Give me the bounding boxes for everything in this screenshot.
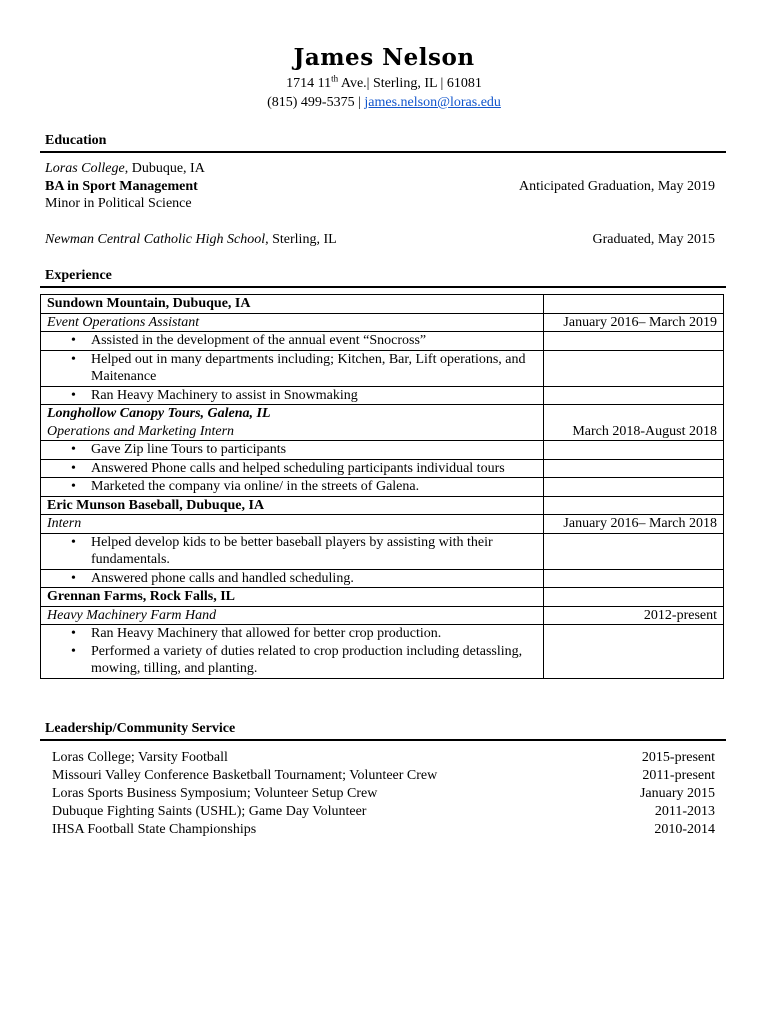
leadership-heading: Leadership/Community Service [45,721,236,736]
table-row [41,496,724,515]
employer: Longhollow Canopy Tours, Galena, IL [47,406,271,421]
college-location: , Dubuque, IA [124,161,205,176]
job-bullet: • Performed a variety of duties related to crop production including detassling, mowing, tilling, and planting. [91,643,537,678]
leadership-date: 2011-2013 [654,804,715,819]
phone-number: (815) 499-5375 | [267,95,365,110]
high-school-date: Graduated, May 2015 [592,232,715,247]
job-role: Intern [41,515,544,534]
leadership-item: Loras College; Varsity Football [52,750,228,765]
leadership-divider [40,739,726,741]
table-row [41,441,724,460]
high-school-line [45,231,337,249]
job-bullet: • Ran Heavy Machinery to assist in Snowmaking [91,387,537,405]
employer: Grennan Farms, Rock Falls, IL [41,588,544,607]
table-row [41,533,724,569]
table-row [41,295,724,314]
experience-heading: Experience [45,268,112,283]
high-school-name: Newman Central Catholic High School [45,232,266,247]
high-school-location: , Sterling, IL [265,232,337,247]
job-dates: 2012-present [544,606,724,625]
address-street: 1714 11 [286,76,332,91]
education-divider [40,151,726,153]
employer: Sundown Mountain, Dubuque, IA [41,295,544,314]
table-row [41,313,724,332]
college-line [45,160,205,178]
experience-table [40,294,724,679]
education-heading: Education [45,133,107,148]
job-bullet: • Ran Heavy Machinery that allowed for better crop production. [91,625,537,643]
leadership-date: 2011-present [642,768,715,783]
leadership-item: Dubuque Fighting Saints (USHL); Game Day Volunteer [52,804,367,819]
table-row [41,588,724,607]
minor: Minor in Political Science [45,196,192,211]
job-heading [41,405,544,441]
job-bullet: • Gave Zip line Tours to participants [91,441,537,459]
table-row [41,625,724,679]
job-bullet: • Helped out in many departments including; Kitchen, Bar, Lift operations, and Maitenance [91,351,537,386]
job-role: Operations and Marketing Intern [47,423,235,439]
experience-divider [40,286,726,288]
table-row [41,606,724,625]
job-dates: March 2018-August 2018 [544,405,724,441]
table-row [41,332,724,351]
table-row [41,515,724,534]
degree-date: Anticipated Graduation, May 2019 [519,179,715,194]
leadership-date: 2010-2014 [654,822,715,837]
table-row [41,569,724,588]
table-row [41,459,724,478]
table-row [41,350,724,386]
job-bullet: • Answered phone calls and handled scheduling. [91,570,537,588]
address-city: Ave.| Sterling, IL | 61081 [338,76,482,91]
leadership-item: IHSA Football State Championships [52,822,257,837]
leadership-item: Missouri Valley Conference Basketball Tournament; Volunteer Crew [52,768,438,783]
job-bullet: • Marketed the company via online/ in the streets of Galena. [91,478,537,496]
job-bullet: • Answered Phone calls and helped scheduling participants individual tours [91,460,537,478]
job-bullet: • Assisted in the development of the annual event “Snocross” [91,332,537,350]
address-ordinal: th [331,73,339,84]
leadership-date: 2015-present [641,750,715,765]
table-row [41,478,724,497]
resume-name: James Nelson [293,44,475,71]
address-line [0,75,768,93]
job-dates: January 2016– March 2018 [544,515,724,534]
job-role: Event Operations Assistant [41,313,544,332]
table-row [41,405,724,441]
job-bullet: • Helped develop kids to be better baseball players by assisting with their fundamentals. [91,534,537,569]
leadership-item: Loras Sports Business Symposium; Volunteer Setup Crew [52,786,378,801]
employer: Eric Munson Baseball, Dubuque, IA [41,496,544,515]
college-name: Loras College [45,161,125,176]
degree: BA in Sport Management [45,179,198,194]
email-link[interactable]: james.nelson@loras.edu [364,95,501,110]
contact-line [0,94,768,112]
leadership-date: January 2015 [639,786,715,801]
job-role: Heavy Machinery Farm Hand [41,606,544,625]
table-row [41,386,724,405]
job-dates: January 2016– March 2019 [544,313,724,332]
